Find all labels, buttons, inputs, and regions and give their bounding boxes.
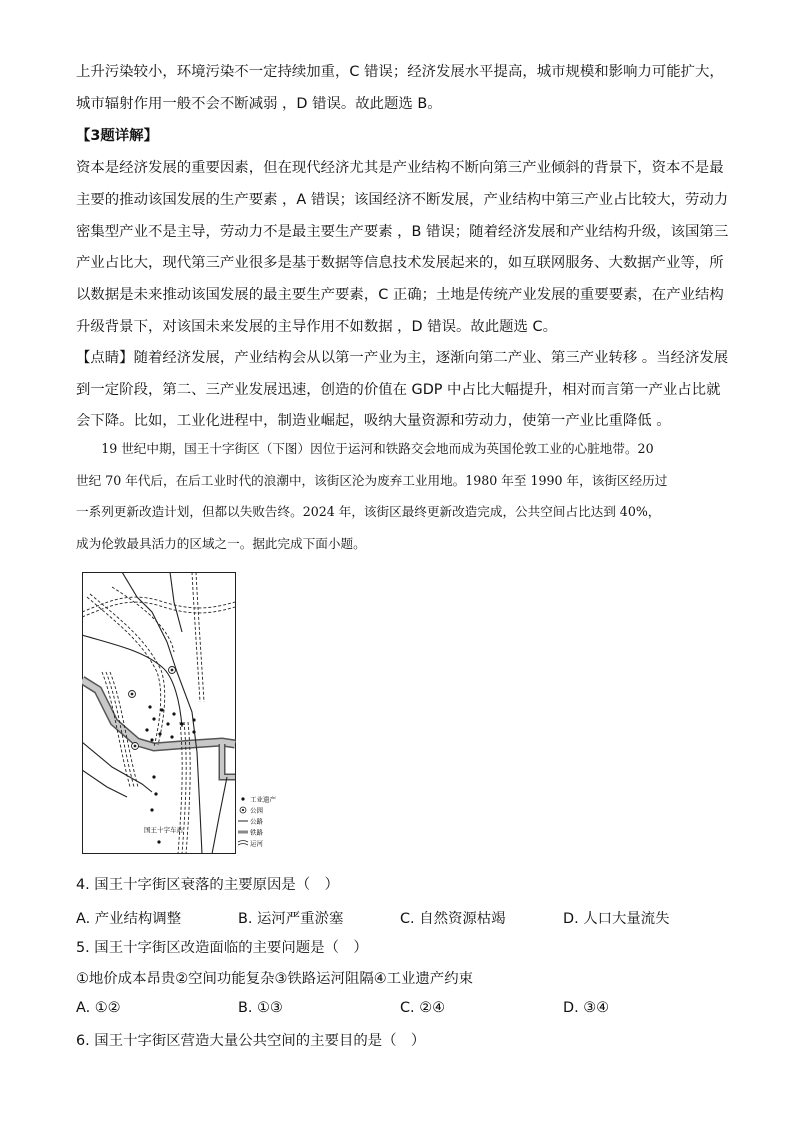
legend-canal-icon: [238, 841, 248, 846]
q5-option-d[interactable]: D. ③④: [563, 1000, 610, 1016]
legend-label: 公园: [250, 806, 263, 815]
q5-option-c[interactable]: C. ②④: [400, 1000, 445, 1016]
question-6-stem: 6. 国王十字街区营造大量公共空间的主要目的是（ ）: [76, 1033, 426, 1049]
section-heading: 【3题详解】: [76, 128, 158, 144]
passage-line: 一系列更新改造计划，但都以失败告终。2024 年，该街区最终更新改造完成，公共空间占比达到 40%，: [76, 504, 661, 519]
text-line: 城市辐射作用一般不会不断减弱 ，D 错误。故此题选 B。: [76, 96, 442, 112]
q4-option-d[interactable]: D. 人口大量流失: [563, 911, 670, 927]
text-line: 上升污染较小，环境污染不一定持续加重，C 错误；经济发展水平提高，城市规模和影响力可能扩大，: [76, 64, 724, 80]
station-label: 国王十字车站: [144, 826, 183, 834]
q4-option-a[interactable]: A. 产业结构调整: [76, 911, 182, 927]
text-line: 产业占比大，现代第三产业很多是基于数据等信息技术发展起来的，如互联网服务、大数据产业等，所: [76, 255, 724, 271]
q5-option-b[interactable]: B. ①③: [238, 1000, 283, 1016]
legend-label: 工业遗产: [250, 795, 276, 804]
passage-line: 世纪 70 年代后，在后工业时代的浪潮中，该街区沦为废弃工业用地。1980 年至 1990 年，该街区经历过: [76, 472, 668, 488]
legend-label: 运河: [250, 839, 263, 848]
passage-line: 成为伦敦最具活力的区域之一。据此完成下面小题。: [76, 535, 366, 551]
text-line: 以数据是未来推动该国发展的最主要生产要素，C 正确；土地是传统产业发展的重要要素，在产业结构: [76, 287, 724, 303]
passage-line: 19 世纪中期，国王十字街区（下图）因位于运河和铁路交会地而成为英国伦敦工业的心脏地带。20: [76, 441, 654, 456]
legend-dot-icon: [241, 797, 244, 800]
question-5-statements: ①地价成本昂贵②空间功能复杂③铁路运河阻隔④工业遗产约束: [76, 971, 473, 987]
text-line: 升级背景下，对该国未来发展的主导作用不如数据 ，D 错误。故此题选 C。: [76, 319, 557, 335]
question-5-stem: 5. 国王十字街区改造面临的主要问题是（ ）: [76, 940, 368, 956]
legend-label: 铁路: [250, 828, 263, 837]
q5-option-a[interactable]: A. ①②: [76, 1000, 121, 1016]
reading-passage: [76, 433, 724, 559]
text-line: 会下降。比如，工业化进程中，制造业崛起，吸纳大量资源和劳动力，使第一产业比重降低 。: [76, 413, 671, 429]
text-line: 主要的推动该国发展的生产要素 ，A 错误；该国经济不断发展，产业结构中第三产业占比较大，劳动力: [76, 192, 729, 208]
kings-cross-map: [82, 572, 236, 854]
legend-label: 公路: [250, 817, 263, 826]
text-line: 密集型产业不是主导，劳动力不是最主要生产要素 ，B 错误；随着经济发展和产业结构升级，该国第三: [76, 224, 729, 240]
q4-option-c[interactable]: C. 自然资源枯竭: [400, 911, 506, 927]
text-line: 资本是经济发展的重要因素，但在现代经济尤其是产业结构不断向第三产业倾斜的背景下，资本不是最: [76, 160, 724, 176]
text-line: 到一定阶段，第二、三产业发展迅速，创造的价值在 GDP 中占比大幅提升，相对而言第一产业占比就: [76, 382, 721, 398]
question-4-stem: 4. 国王十字街区衰落的主要原因是（ ）: [76, 877, 339, 893]
map-legend-box: [238, 794, 298, 854]
note-line: 【点睛】随着经济发展，产业结构会从以第一产业为主，逐渐向第二产业、第三产业转移 。当经济发展: [76, 350, 729, 366]
q4-option-b[interactable]: B. 运河严重淤塞: [238, 911, 344, 927]
